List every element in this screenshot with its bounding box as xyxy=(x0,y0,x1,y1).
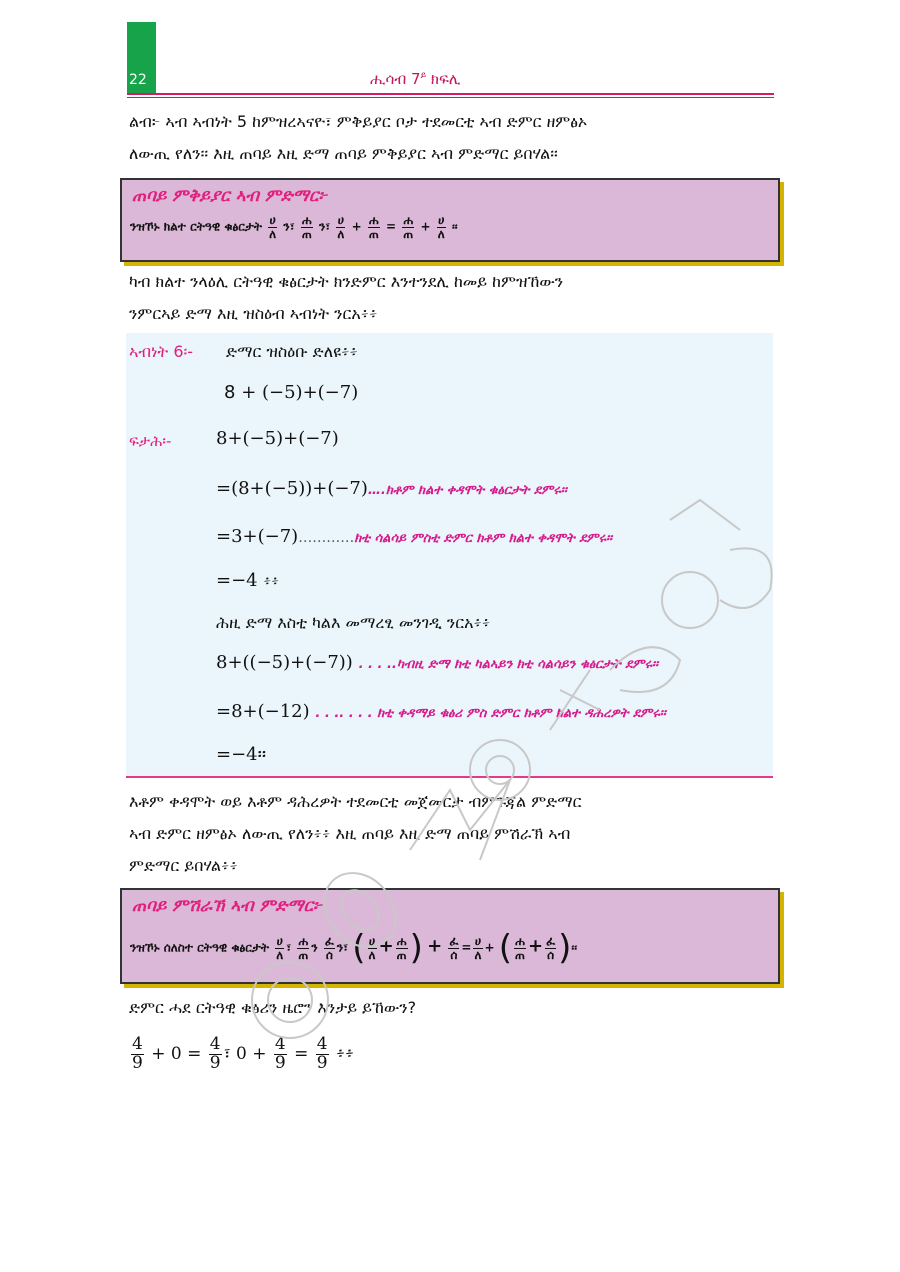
fraction-c-over-d: $\frac{\text{ሐ}}{\text{ጠ}}$ xyxy=(396,933,407,962)
equals-sign: = xyxy=(461,940,472,955)
fraction-a-over-b: $\frac{\text{ሀ}}{\text{ለ}}$ xyxy=(337,213,345,241)
conjunction: ን xyxy=(311,940,318,955)
alternative-step-2 xyxy=(216,701,666,722)
transition-line: ካብ ክልተ ንላዕሊ ርትዓዊ ቁፅርታት ክንድምር እንተንደሊ ከመይ ከምዝኸውን xyxy=(129,272,564,291)
header-rule xyxy=(127,93,774,95)
paragraph-line: ኣብ ድምር ዘምፅኦ ለውጢ የለን፥፥ እዚ ጠባይ እዚ ድማ ጠባይ ምሽራኽ ኣብ xyxy=(129,824,571,843)
fraction-four-ninths: $\frac{4}{9}$ xyxy=(132,1034,143,1073)
fraction-four-ninths: $\frac{4}{9}$ xyxy=(209,1034,221,1073)
step-note: ….ክቶም ክልተ ቀዳሞት ቁፅርታት ደምሩ፡፡ xyxy=(367,483,567,498)
plus-sign: + xyxy=(151,1043,166,1064)
intro-line: ልብ፦ ኣብ ኣብነት 5 ከምዝረኣናዮ፣ ምቅይያር ቦታ ተደመርቲ ኣብ ድምር ዘምፅኦ xyxy=(129,112,588,131)
example-label: ኣብነት 6፡- xyxy=(129,342,194,361)
plus-sign: + xyxy=(427,935,443,957)
separator: ፣ xyxy=(343,940,349,955)
equals-sign: = xyxy=(187,1043,202,1064)
zero-question: ድምር ሓደ ርትዓዊ ቁፅሪን ዜሮን እንታይ ይኸውን? xyxy=(129,998,417,1017)
fraction-a-over-b: $\frac{\text{ሀ}}{\text{ለ}}$ xyxy=(269,213,277,241)
box-title: ጠባይ ምሽራኽ ኣብ ምድማር፦ xyxy=(132,896,322,916)
fraction-e-over-f: $\frac{\text{ፈ}}{\text{ሰ}}$ xyxy=(546,933,556,962)
alternative-intro: ሕዚ ድማ እስቲ ካልእ መማረፂ መንገዲ ንርአ፥፥ xyxy=(216,613,491,632)
plus-sign: + xyxy=(484,940,495,955)
associative-paragraph xyxy=(129,786,779,882)
conjunction: ን xyxy=(336,940,344,955)
separator: ፣ xyxy=(223,1043,231,1064)
close-paren: ) xyxy=(409,928,423,968)
conjunction: ን፣ xyxy=(318,219,331,234)
conjunction: ን፣ xyxy=(283,219,295,234)
associative-property-box xyxy=(120,888,780,984)
statement-lead: ንዝኾኑ ሰለስተ ርትዓዊ ቁፅርታት xyxy=(130,940,270,955)
solution-step-0: 8+(−5)+(−7) xyxy=(216,428,339,449)
commutative-property-box xyxy=(120,178,780,262)
intro-line: ለውጢ የለን፡፡ እዚ ጠባይ እዚ ድማ ጠባይ ምቅይያር ኣብ ምድማር ይበሃል፡፡ xyxy=(129,144,558,163)
example-instruction: ድማር ዝስዕቡ ድለዩ፥፥ xyxy=(226,342,358,361)
fraction-c-over-d: $\frac{\text{ሐ}}{\text{ጠ}}$ xyxy=(301,213,312,241)
problem-terms: + (−5)+(−7) xyxy=(241,382,359,403)
step-note: . . . ..ካብዚ ድማ ክቲ ካልኣይን ክቲ ሳልሳይን ቁፅርታት ደምሩ፡፡ xyxy=(358,657,659,672)
commutative-statement xyxy=(130,214,458,240)
fraction-c-over-d: $\frac{\text{ሐ}}{\text{ጠ}}$ xyxy=(515,933,526,962)
step-expression: =3+(−7) xyxy=(216,526,299,547)
step-expression: =(8+(−5))+(−7) xyxy=(216,478,368,499)
fraction-e-over-f: $\frac{\text{ፈ}}{\text{ሰ}}$ xyxy=(324,933,334,962)
open-paren: ( xyxy=(498,928,513,968)
leader-dots: ………… xyxy=(298,530,355,546)
fraction-e-over-f: $\frac{\text{ፈ}}{\text{ሰ}}$ xyxy=(449,933,459,962)
header-title: ሒሳብ $7^ይ$ ክፍሊ xyxy=(370,70,461,88)
problem-number: 8 xyxy=(224,382,236,403)
fraction-c-over-d: $\frac{\text{ሐ}}{\text{ጠ}}$ xyxy=(298,933,309,962)
solution-step-1 xyxy=(216,478,567,499)
close-paren: ) xyxy=(558,928,572,968)
step-end: ፥፥ xyxy=(263,572,280,590)
statement-lead: ንዝኾኑ ክልተ ርትዓዊ ቁፅርታት xyxy=(130,219,262,234)
plus-sign: + xyxy=(252,1043,267,1064)
fraction-c-over-d: $\frac{\text{ሐ}}{\text{ጠ}}$ xyxy=(368,213,379,241)
paragraph-line: ምድማር ይበሃል፥፥ xyxy=(129,856,238,875)
associative-statement xyxy=(130,928,577,968)
plus-sign: + xyxy=(351,219,362,234)
alternative-step-1 xyxy=(216,652,658,673)
transition-paragraph xyxy=(129,266,779,330)
statement-end: ፡፡ xyxy=(451,219,458,234)
equals-sign: = xyxy=(386,219,397,234)
solution-label: ፍታሕ፡- xyxy=(129,432,172,450)
step-expression: =−4 xyxy=(216,570,258,591)
step-expression: 8+((−5)+(−7)) xyxy=(216,652,353,673)
fraction-four-ninths: $\frac{4}{9}$ xyxy=(274,1034,286,1073)
intro-paragraph xyxy=(129,106,779,170)
step-note: ክቲ ሳልሳይ ምስቲ ድምር ክቶም ክልተ ቀዳሞት ደምሩ፡፡ xyxy=(354,531,613,546)
header-rule-thin xyxy=(127,97,774,98)
plus-sign: + xyxy=(378,935,394,957)
plus-sign: + xyxy=(420,219,431,234)
separator: ፣ xyxy=(286,940,292,955)
plus-sign: + xyxy=(528,935,544,957)
zero: 0 xyxy=(170,1043,182,1064)
solution-step-3 xyxy=(216,570,279,591)
fraction-a-over-b: $\frac{\text{ሀ}}{\text{ለ}}$ xyxy=(368,933,376,962)
transition-line: ንምርኣይ ድማ እዚ ዝስዕብ ኣብነት ንርአ፥፥ xyxy=(129,304,378,323)
step-note: . . .. . . . ክቲ ቀዳማይ ቁፅሪ ምስ ድምር ክቶም ክልተ ዳሕረዎት ደምሩ፡፡ xyxy=(315,706,666,721)
paragraph-line: እቶም ቀዳሞት ወይ እቶም ዳሕረዎት ተደመርቲ መጀመርታ ብምጉጃል ምድማር xyxy=(129,792,582,811)
problem-expression xyxy=(224,382,358,403)
fraction-a-over-b: $\frac{\text{ሀ}}{\text{ለ}}$ xyxy=(474,933,482,962)
fraction-a-over-b: $\frac{\text{ሀ}}{\text{ለ}}$ xyxy=(276,933,284,962)
fraction-c-over-d: $\frac{\text{ሐ}}{\text{ጠ}}$ xyxy=(403,213,414,241)
statement-end: ፡፡ xyxy=(571,940,578,955)
box-title: ጠባይ ምቅይያር ኣብ ምድማር፦ xyxy=(132,186,328,206)
step-expression: =8+(−12) xyxy=(216,701,310,722)
alternative-step-3: =−4፡፡ xyxy=(216,744,267,765)
fraction-four-ninths: $\frac{4}{9}$ xyxy=(316,1034,328,1073)
zero-identity-equation xyxy=(129,1036,354,1073)
equals-sign: = xyxy=(294,1043,309,1064)
page-number: 22 xyxy=(129,72,147,88)
example-bottom-rule xyxy=(126,776,773,778)
open-paren: ( xyxy=(352,928,366,968)
fraction-a-over-b: $\frac{\text{ሀ}}{\text{ለ}}$ xyxy=(437,213,445,241)
zero: 0 xyxy=(236,1043,247,1064)
solution-step-2 xyxy=(216,526,612,547)
statement-end: ፥፥ xyxy=(336,1043,354,1064)
